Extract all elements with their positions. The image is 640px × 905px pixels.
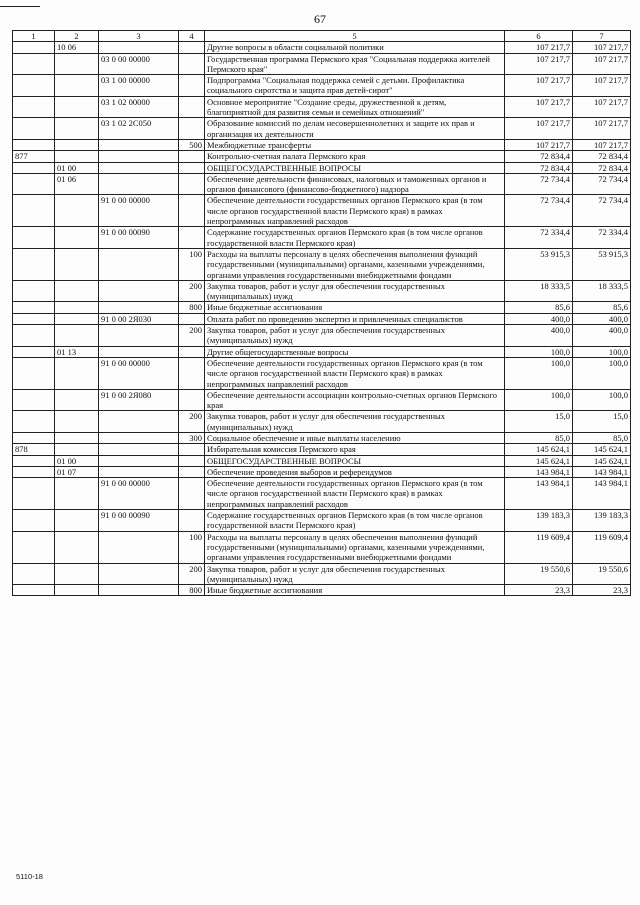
- admin-code-cell: [13, 313, 55, 324]
- expense-type-cell: [179, 357, 205, 389]
- section-code-cell: [55, 444, 99, 455]
- amount-cell: 107 217,7: [505, 75, 573, 97]
- description-cell: Обеспечение деятельности государственных органов Пермского края (в том числе органов государственной власти Пермского края) в рамках непрограммных направлений расходов: [205, 478, 505, 510]
- table-row: [13, 466, 631, 477]
- description-cell: ОБЩЕГОСУДАРСТВЕННЫЕ ВОПРОСЫ: [205, 162, 505, 173]
- amount-cell: 85,0: [505, 432, 573, 443]
- section-code-cell: [55, 280, 99, 302]
- expense-type-cell: [179, 227, 205, 249]
- header-cell: 7: [573, 31, 631, 42]
- table-row: [13, 325, 631, 347]
- target-article-cell: 91 0 00 00000: [99, 357, 179, 389]
- amount-cell: 107 217,7: [573, 96, 631, 118]
- admin-code-cell: [13, 357, 55, 389]
- amount-cell: 400,0: [573, 313, 631, 324]
- amount-cell: 100,0: [505, 346, 573, 357]
- section-code-cell: [55, 118, 99, 140]
- amount-cell: 15,0: [505, 411, 573, 433]
- expense-type-cell: 200: [179, 280, 205, 302]
- description-cell: Закупка товаров, работ и услуг для обеспечения государственных (муниципальных) нужд: [205, 280, 505, 302]
- admin-code-cell: [13, 53, 55, 75]
- admin-code-cell: [13, 75, 55, 97]
- amount-cell: 23,3: [573, 585, 631, 596]
- expense-type-cell: [179, 75, 205, 97]
- description-cell: Содержание государственных органов Пермского края (в том числе органов государственной власти Пермского края): [205, 227, 505, 249]
- expense-type-cell: [179, 151, 205, 162]
- amount-cell: 143 984,1: [573, 466, 631, 477]
- amount-cell: 72 734,4: [573, 195, 631, 227]
- description-cell: ОБЩЕГОСУДАРСТВЕННЫЕ ВОПРОСЫ: [205, 455, 505, 466]
- page-number: 67: [314, 12, 326, 26]
- expense-type-cell: [179, 455, 205, 466]
- section-code-cell: 01 07: [55, 466, 99, 477]
- section-code-cell: [55, 248, 99, 280]
- amount-cell: 107 217,7: [505, 53, 573, 75]
- document-code: 5110-18: [16, 872, 43, 881]
- target-article-cell: [99, 444, 179, 455]
- table-row: [13, 53, 631, 75]
- section-code-cell: [55, 313, 99, 324]
- amount-cell: 139 183,3: [505, 510, 573, 532]
- target-article-cell: [99, 42, 179, 53]
- admin-code-cell: [13, 325, 55, 347]
- description-cell: Оплата работ по проведению экспертиз и привлеченных специалистов: [205, 313, 505, 324]
- expense-type-cell: [179, 313, 205, 324]
- amount-cell: 107 217,7: [505, 139, 573, 150]
- table-row: [13, 151, 631, 162]
- expense-type-cell: 500: [179, 139, 205, 150]
- section-code-cell: [55, 432, 99, 443]
- expense-type-cell: [179, 444, 205, 455]
- description-cell: Контрольно-счетная палата Пермского края: [205, 151, 505, 162]
- amount-cell: 85,0: [573, 432, 631, 443]
- target-article-cell: [99, 563, 179, 585]
- target-article-cell: [99, 466, 179, 477]
- table-row: [13, 139, 631, 150]
- section-code-cell: [55, 510, 99, 532]
- description-cell: Основное мероприятие "Создание среды, дружественной к детям, благоприятной для развития семьи и семейных отношений": [205, 96, 505, 118]
- admin-code-cell: [13, 118, 55, 140]
- expense-type-cell: [179, 195, 205, 227]
- target-article-cell: [99, 455, 179, 466]
- amount-cell: 72 734,4: [505, 195, 573, 227]
- description-cell: Государственная программа Пермского края "Социальная поддержка жителей Пермского края": [205, 53, 505, 75]
- expense-type-cell: 200: [179, 325, 205, 347]
- description-cell: Обеспечение деятельности ассоциации контрольно-счетных органов Пермского края: [205, 389, 505, 411]
- target-article-cell: 03 1 00 00000: [99, 75, 179, 97]
- amount-cell: 72 834,4: [573, 162, 631, 173]
- section-code-cell: [55, 302, 99, 313]
- amount-cell: 100,0: [573, 389, 631, 411]
- amount-cell: 72 734,4: [505, 173, 573, 195]
- header-cell: 2: [55, 31, 99, 42]
- target-article-cell: 03 1 02 2С050: [99, 118, 179, 140]
- amount-cell: 145 624,1: [505, 455, 573, 466]
- amount-cell: 100,0: [505, 357, 573, 389]
- expense-type-cell: [179, 346, 205, 357]
- expense-type-cell: 800: [179, 585, 205, 596]
- description-cell: Обеспечение деятельности финансовых, налоговых и таможенных органов и органов финансового (финансово-бюджетного) надзора: [205, 173, 505, 195]
- expense-type-cell: 800: [179, 302, 205, 313]
- table-row: [13, 411, 631, 433]
- table-row: [13, 195, 631, 227]
- section-code-cell: [55, 478, 99, 510]
- section-code-cell: [55, 75, 99, 97]
- admin-code-cell: [13, 162, 55, 173]
- section-code-cell: 01 00: [55, 455, 99, 466]
- table-row: [13, 346, 631, 357]
- expense-type-cell: 200: [179, 563, 205, 585]
- amount-cell: 107 217,7: [573, 75, 631, 97]
- admin-code-cell: [13, 585, 55, 596]
- admin-code-cell: [13, 389, 55, 411]
- table-row: [13, 248, 631, 280]
- section-code-cell: 01 13: [55, 346, 99, 357]
- target-article-cell: [99, 139, 179, 150]
- admin-code-cell: [13, 280, 55, 302]
- section-code-cell: [55, 389, 99, 411]
- expense-type-cell: 100: [179, 531, 205, 563]
- amount-cell: 107 217,7: [573, 118, 631, 140]
- admin-code-cell: [13, 510, 55, 532]
- description-cell: Закупка товаров, работ и услуг для обеспечения государственных (муниципальных) нужд: [205, 411, 505, 433]
- amount-cell: 19 550,6: [505, 563, 573, 585]
- amount-cell: 100,0: [573, 346, 631, 357]
- amount-cell: 145 624,1: [573, 444, 631, 455]
- expense-type-cell: [179, 42, 205, 53]
- expense-type-cell: 100: [179, 248, 205, 280]
- target-article-cell: 91 0 00 2Я030: [99, 313, 179, 324]
- target-article-cell: [99, 432, 179, 443]
- amount-cell: 143 984,1: [505, 478, 573, 510]
- table-row: [13, 389, 631, 411]
- expense-type-cell: [179, 478, 205, 510]
- description-cell: Обеспечение проведения выборов и референдумов: [205, 466, 505, 477]
- amount-cell: 143 984,1: [573, 478, 631, 510]
- amount-cell: 119 609,4: [505, 531, 573, 563]
- description-cell: Другие вопросы в области социальной политики: [205, 42, 505, 53]
- target-article-cell: [99, 162, 179, 173]
- table-row: [13, 478, 631, 510]
- amount-cell: 85,6: [573, 302, 631, 313]
- section-code-cell: [55, 585, 99, 596]
- amount-cell: 145 624,1: [573, 455, 631, 466]
- expense-type-cell: [179, 118, 205, 140]
- target-article-cell: [99, 325, 179, 347]
- admin-code-cell: 878: [13, 444, 55, 455]
- table-row: [13, 96, 631, 118]
- amount-cell: 400,0: [505, 325, 573, 347]
- amount-cell: 400,0: [573, 325, 631, 347]
- admin-code-cell: 877: [13, 151, 55, 162]
- admin-code-cell: [13, 195, 55, 227]
- section-code-cell: [55, 53, 99, 75]
- admin-code-cell: [13, 173, 55, 195]
- amount-cell: 107 217,7: [505, 42, 573, 53]
- amount-cell: 72 834,4: [505, 162, 573, 173]
- target-article-cell: 03 1 02 00000: [99, 96, 179, 118]
- target-article-cell: [99, 173, 179, 195]
- amount-cell: 145 624,1: [505, 444, 573, 455]
- description-cell: Межбюджетные трансферты: [205, 139, 505, 150]
- amount-cell: 107 217,7: [505, 96, 573, 118]
- section-code-cell: 01 00: [55, 162, 99, 173]
- expense-type-cell: [179, 162, 205, 173]
- amount-cell: 143 984,1: [505, 466, 573, 477]
- section-code-cell: 10 06: [55, 42, 99, 53]
- amount-cell: 119 609,4: [573, 531, 631, 563]
- expense-type-cell: [179, 510, 205, 532]
- target-article-cell: [99, 411, 179, 433]
- target-article-cell: [99, 302, 179, 313]
- table-row: [13, 563, 631, 585]
- admin-code-cell: [13, 96, 55, 118]
- section-code-cell: [55, 96, 99, 118]
- table-row: [13, 510, 631, 532]
- description-cell: Иные бюджетные ассигнования: [205, 302, 505, 313]
- table-row: [13, 444, 631, 455]
- amount-cell: 72 834,4: [573, 151, 631, 162]
- admin-code-cell: [13, 346, 55, 357]
- target-article-cell: [99, 585, 179, 596]
- amount-cell: 72 834,4: [505, 151, 573, 162]
- amount-cell: 23,3: [505, 585, 573, 596]
- amount-cell: 107 217,7: [573, 53, 631, 75]
- target-article-cell: 91 0 00 2Я080: [99, 389, 179, 411]
- expense-type-cell: [179, 389, 205, 411]
- target-article-cell: 91 0 00 00090: [99, 227, 179, 249]
- table-row: [13, 42, 631, 53]
- section-code-cell: [55, 563, 99, 585]
- amount-cell: 72 734,4: [573, 173, 631, 195]
- table-row: [13, 302, 631, 313]
- amount-cell: 107 217,7: [573, 139, 631, 150]
- amount-cell: 18 333,5: [573, 280, 631, 302]
- description-cell: Образование комиссий по делам несовершеннолетних и защите их прав и организация их деятельности: [205, 118, 505, 140]
- section-code-cell: [55, 139, 99, 150]
- expense-type-cell: [179, 96, 205, 118]
- section-code-cell: [55, 357, 99, 389]
- admin-code-cell: [13, 248, 55, 280]
- section-code-cell: [55, 531, 99, 563]
- admin-code-cell: [13, 531, 55, 563]
- description-cell: Обеспечение деятельности государственных органов Пермского края (в том числе органов государственной власти Пермского края) в рамках непрограммных направлений расходов: [205, 195, 505, 227]
- header-cell: 5: [205, 31, 505, 42]
- table-row: [13, 455, 631, 466]
- table-row: [13, 162, 631, 173]
- description-cell: Избирательная комиссия Пермского края: [205, 444, 505, 455]
- admin-code-cell: [13, 563, 55, 585]
- table-row: [13, 357, 631, 389]
- table-row: [13, 173, 631, 195]
- amount-cell: 18 333,5: [505, 280, 573, 302]
- description-cell: Закупка товаров, работ и услуг для обеспечения государственных (муниципальных) нужд: [205, 563, 505, 585]
- table-row: [13, 75, 631, 97]
- table-row: [13, 313, 631, 324]
- section-code-cell: [55, 411, 99, 433]
- table-row: [13, 118, 631, 140]
- amount-cell: 15,0: [573, 411, 631, 433]
- amount-cell: 72 334,4: [573, 227, 631, 249]
- amount-cell: 72 334,4: [505, 227, 573, 249]
- table-row: [13, 585, 631, 596]
- amount-cell: 53 915,3: [573, 248, 631, 280]
- top-corner-mark: [0, 0, 40, 7]
- target-article-cell: 91 0 00 00000: [99, 195, 179, 227]
- admin-code-cell: [13, 302, 55, 313]
- target-article-cell: [99, 531, 179, 563]
- header-cell: 6: [505, 31, 573, 42]
- expense-type-cell: [179, 53, 205, 75]
- amount-cell: 139 183,3: [573, 510, 631, 532]
- table-row: [13, 432, 631, 443]
- budget-table: [12, 30, 631, 596]
- amount-cell: 53 915,3: [505, 248, 573, 280]
- amount-cell: 400,0: [505, 313, 573, 324]
- expense-type-cell: [179, 466, 205, 477]
- description-cell: Обеспечение деятельности государственных органов Пермского края (в том числе органов государственной власти Пермского края) в рамках непрограммных направлений расходов: [205, 357, 505, 389]
- description-cell: Иные бюджетные ассигнования: [205, 585, 505, 596]
- description-cell: Подпрограмма "Социальная поддержка семей с детьми. Профилактика социального сиротства и защита прав детей-сирот": [205, 75, 505, 97]
- amount-cell: 100,0: [573, 357, 631, 389]
- expense-type-cell: 200: [179, 411, 205, 433]
- target-article-cell: 03 0 00 00000: [99, 53, 179, 75]
- section-code-cell: [55, 151, 99, 162]
- header-cell: 3: [99, 31, 179, 42]
- amount-cell: 100,0: [505, 389, 573, 411]
- header-cell: 4: [179, 31, 205, 42]
- table-row: [13, 531, 631, 563]
- admin-code-cell: [13, 466, 55, 477]
- admin-code-cell: [13, 478, 55, 510]
- admin-code-cell: [13, 227, 55, 249]
- table-row: [13, 227, 631, 249]
- table-header-row: [13, 31, 631, 42]
- description-cell: Расходы на выплаты персоналу в целях обеспечения выполнения функций государственными (муниципальными) органами, казенными учреждениями, органами управления государственными внебюджетными фондами: [205, 531, 505, 563]
- admin-code-cell: [13, 411, 55, 433]
- admin-code-cell: [13, 432, 55, 443]
- section-code-cell: [55, 195, 99, 227]
- description-cell: Расходы на выплаты персоналу в целях обеспечения выполнения функций государственными (муниципальными) органами, казенными учреждениями, органами управления государственными внебюджетными фондами: [205, 248, 505, 280]
- description-cell: Другие общегосударственные вопросы: [205, 346, 505, 357]
- section-code-cell: 01 06: [55, 173, 99, 195]
- table-row: [13, 280, 631, 302]
- expense-type-cell: 300: [179, 432, 205, 443]
- admin-code-cell: [13, 42, 55, 53]
- admin-code-cell: [13, 455, 55, 466]
- description-cell: Закупка товаров, работ и услуг для обеспечения государственных (муниципальных) нужд: [205, 325, 505, 347]
- target-article-cell: [99, 280, 179, 302]
- amount-cell: 85,6: [505, 302, 573, 313]
- header-cell: 1: [13, 31, 55, 42]
- amount-cell: 107 217,7: [505, 118, 573, 140]
- section-code-cell: [55, 227, 99, 249]
- description-cell: Содержание государственных органов Пермского края (в том числе органов государственной власти Пермского края): [205, 510, 505, 532]
- target-article-cell: 91 0 00 00000: [99, 478, 179, 510]
- target-article-cell: [99, 151, 179, 162]
- section-code-cell: [55, 325, 99, 347]
- target-article-cell: [99, 346, 179, 357]
- target-article-cell: 91 0 00 00090: [99, 510, 179, 532]
- expense-type-cell: [179, 173, 205, 195]
- admin-code-cell: [13, 139, 55, 150]
- description-cell: Социальное обеспечение и иные выплаты населению: [205, 432, 505, 443]
- amount-cell: 107 217,7: [573, 42, 631, 53]
- target-article-cell: [99, 248, 179, 280]
- amount-cell: 19 550,6: [573, 563, 631, 585]
